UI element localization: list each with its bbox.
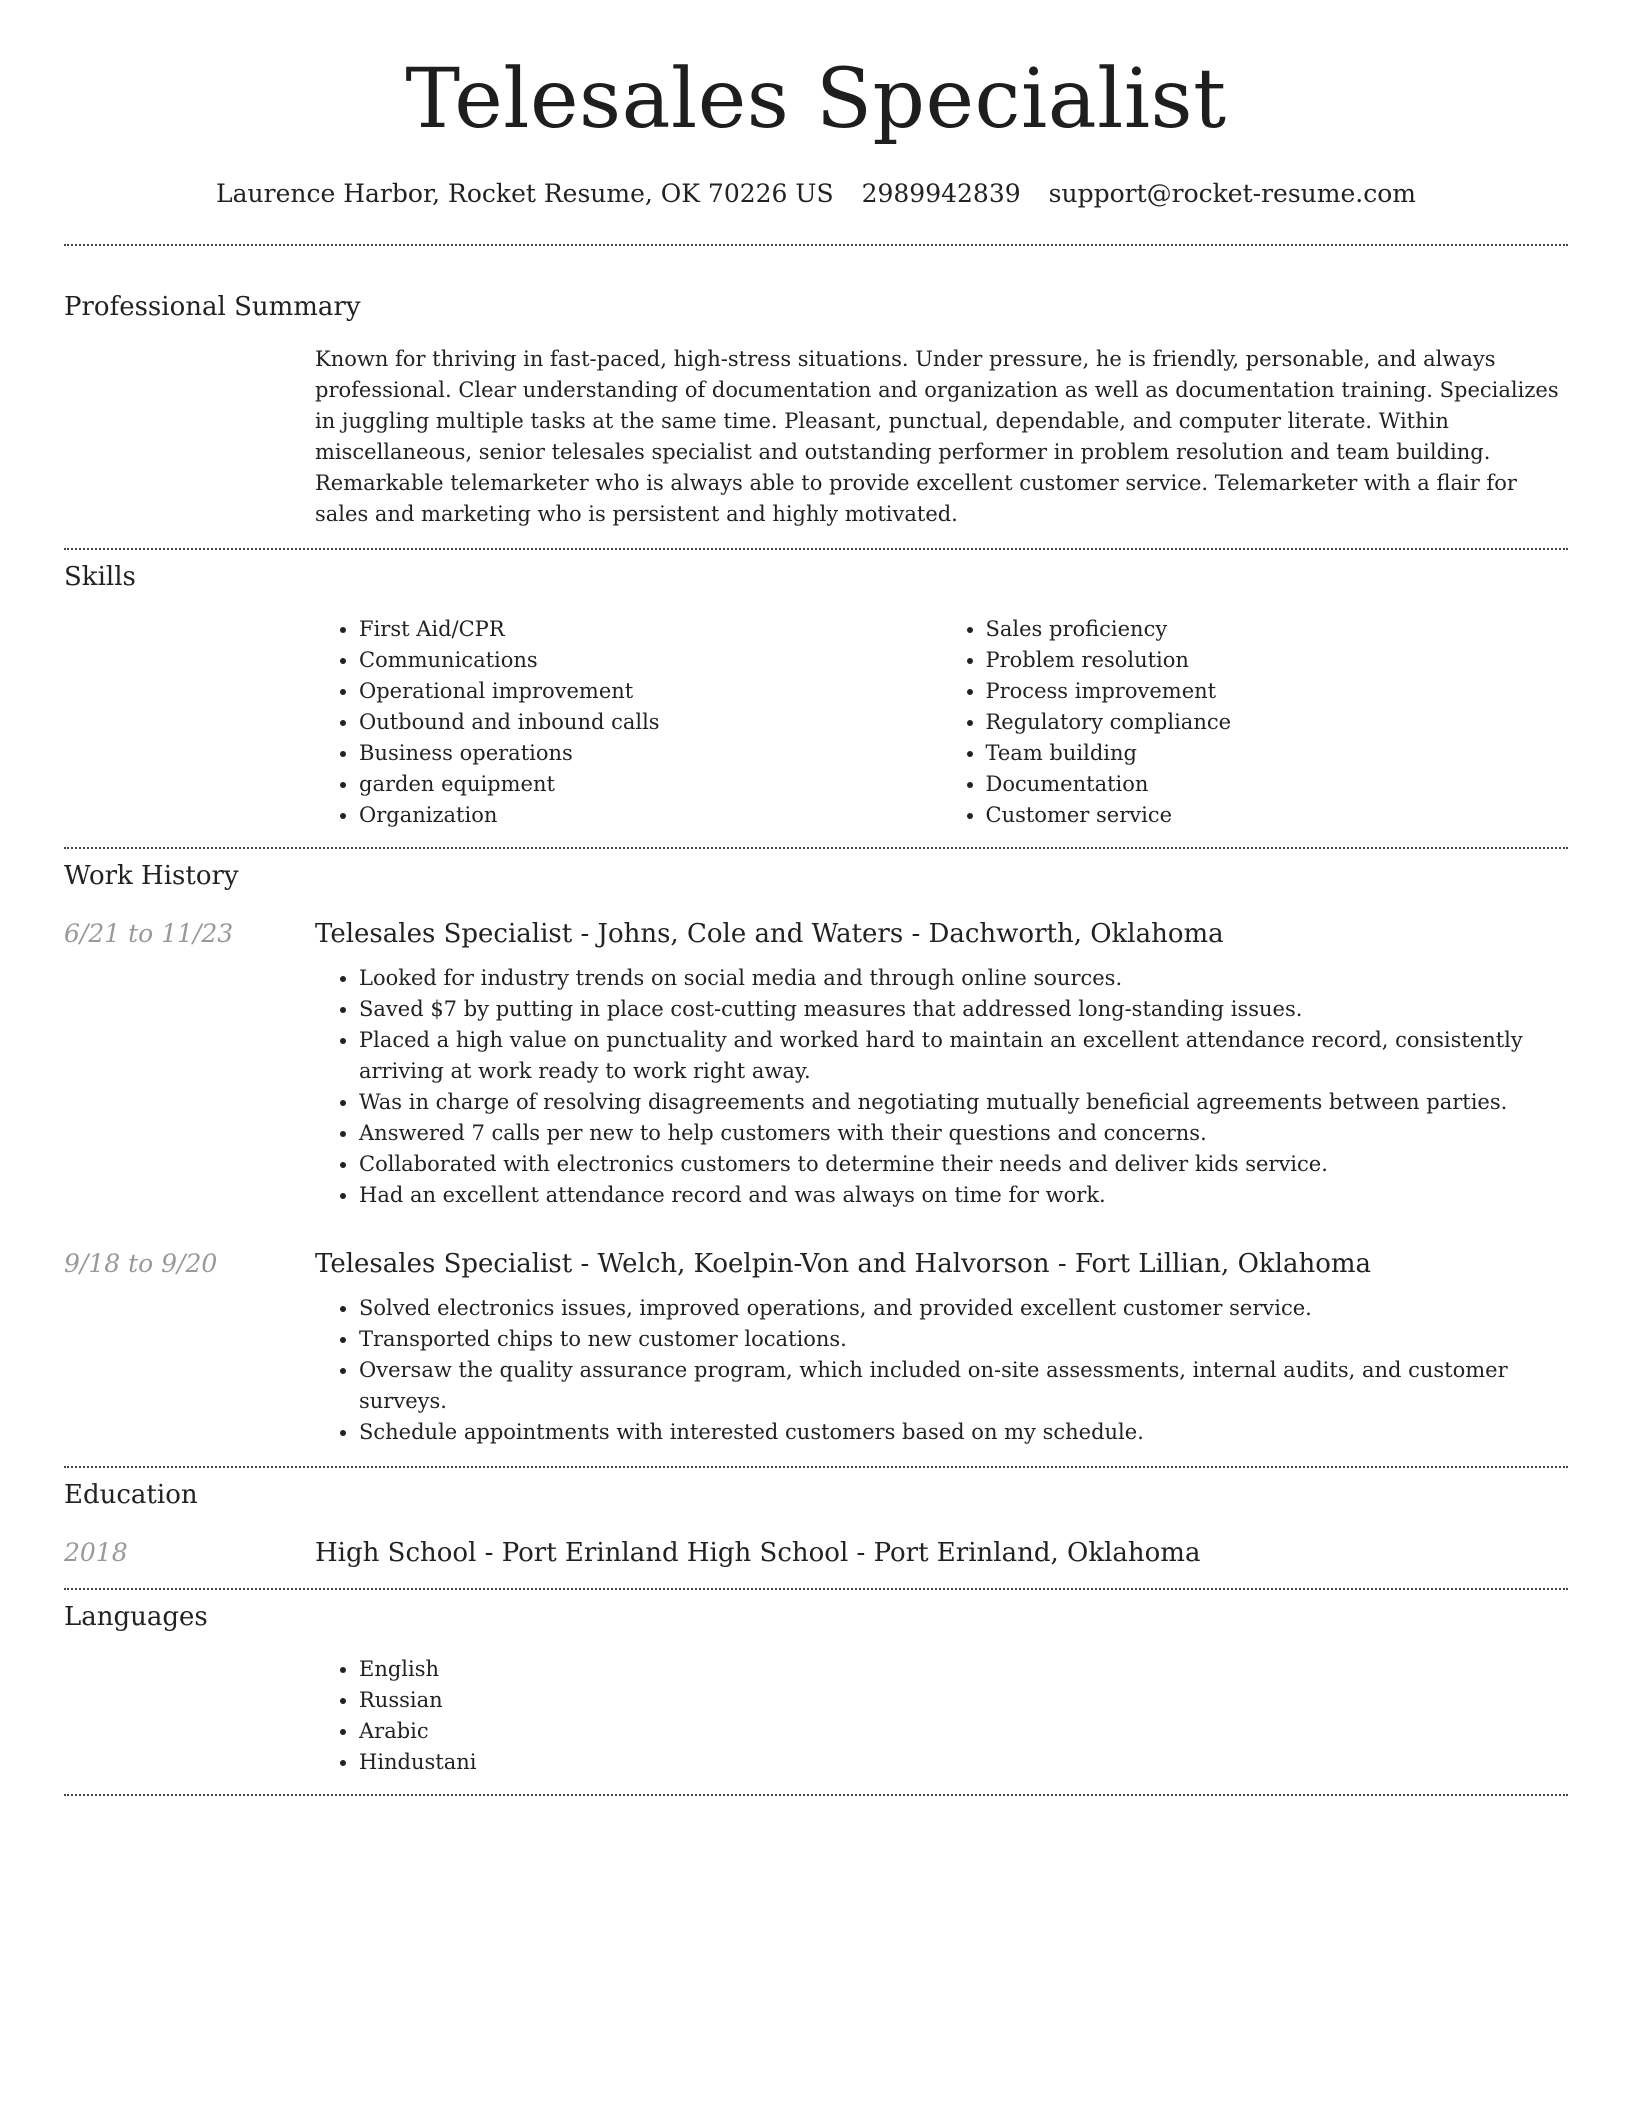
language-item: • Russian: [359, 1685, 1568, 1716]
skill-item: • Process improvement: [986, 676, 1569, 707]
job-bullet: • Saved $7 by putting in place cost-cutting measures that addressed long-standing issues.: [359, 994, 1568, 1025]
job-bullet: • Schedule appointments with interested customers based on my schedule.: [359, 1417, 1568, 1448]
contact-email: support@rocket-resume.com: [1048, 179, 1416, 208]
language-item: • Arabic: [359, 1716, 1568, 1747]
skills-grid: [315, 614, 1568, 831]
job-bullet: • Collaborated with electronics customers to determine their needs and deliver kids service.: [359, 1149, 1568, 1180]
skill-item: • Documentation: [986, 769, 1569, 800]
job-date: 9/18 to 9/20: [64, 1249, 218, 1278]
job-header: [64, 1247, 1568, 1281]
candidate-name: Telesales Specialist: [405, 52, 1227, 147]
language-item: • Hindustani: [359, 1747, 1568, 1778]
job-bullet: • Placed a high value on punctuality and worked hard to maintain an excellent attendance record, consistently arriving at work ready to work right away.: [359, 1025, 1568, 1087]
education-date: 2018: [64, 1538, 128, 1567]
divider: [64, 1794, 1568, 1796]
work-history-section: [64, 849, 1568, 1466]
job-details: [315, 1293, 1568, 1448]
section-title-work: Work History: [64, 861, 239, 891]
job-bullet: • Was in charge of resolving disagreements and negotiating mutually beneficial agreements between parties.: [359, 1087, 1568, 1118]
education-entry: [64, 1536, 1568, 1570]
job-entry: [64, 917, 1568, 1211]
skills-list-right: [942, 614, 1569, 831]
job-bullets: [315, 1293, 1568, 1448]
skill-item: • garden equipment: [359, 769, 942, 800]
skill-item: • Outbound and inbound calls: [359, 707, 942, 738]
contact-line: [64, 178, 1568, 210]
section-title-skills: Skills: [64, 562, 136, 592]
education-title: High School - Port Erinland High School - Port Erinland, Oklahoma: [315, 1538, 1201, 1568]
job-bullet: • Had an excellent attendance record and was always on time for work.: [359, 1180, 1568, 1211]
job-details: [315, 963, 1568, 1211]
job-bullet: • Answered 7 calls per new to help customers with their questions and concerns.: [359, 1118, 1568, 1149]
section-title-languages: Languages: [64, 1602, 208, 1632]
skill-item: • First Aid/CPR: [359, 614, 942, 645]
skill-item: • Customer service: [986, 800, 1569, 831]
skill-item: • Organization: [359, 800, 942, 831]
job-bullet: • Transported chips to new customer locations.: [359, 1324, 1568, 1355]
contact-phone: 2989942839: [861, 179, 1021, 208]
job-bullet: • Looked for industry trends on social media and through online sources.: [359, 963, 1568, 994]
summary-section: [64, 246, 1568, 548]
skill-item: • Sales proficiency: [986, 614, 1569, 645]
section-title-education: Education: [64, 1480, 198, 1510]
job-title: Telesales Specialist - Johns, Cole and Waters - Dachworth, Oklahoma: [315, 919, 1224, 949]
job-bullets: [315, 963, 1568, 1211]
languages-section: [64, 1590, 1568, 1794]
job-date: 6/21 to 11/23: [64, 919, 234, 948]
skill-item: • Operational improvement: [359, 676, 942, 707]
job-title: Telesales Specialist - Welch, Koelpin-Von and Halvorson - Fort Lillian, Oklahoma: [315, 1249, 1372, 1279]
contact-address: Laurence Harbor, Rocket Resume, OK 70226 US: [216, 179, 834, 208]
summary-text: Known for thriving in fast-paced, high-stress situations. Under pressure, he is friendly, personable, and always professional. Clear understanding of documentation and organization as well as documentation training. Specializes in juggling multiple tasks at the same time. Pleasant, punctual, dependable, and computer literate. Within miscellaneous, senior telesales specialist and outstanding performer in problem resolution and team building. Remarkable telemarketer who is always able to provide excellent customer service. Telemarketer with a flair for sales and marketing who is persistent and highly motivated.: [315, 347, 1559, 526]
language-item: • English: [359, 1654, 1568, 1685]
skills-section: [64, 550, 1568, 847]
education-section: [64, 1468, 1568, 1588]
skill-item: • Regulatory compliance: [986, 707, 1569, 738]
skill-item: • Problem resolution: [986, 645, 1569, 676]
job-bullet: • Oversaw the quality assurance program, which included on-site assessments, internal audits, and customer surveys.: [359, 1355, 1568, 1417]
job-header: [64, 917, 1568, 951]
skill-item: • Team building: [986, 738, 1569, 769]
job-bullet: • Solved electronics issues, improved operations, and provided excellent customer service.: [359, 1293, 1568, 1324]
summary-content: [315, 344, 1568, 530]
section-title-summary: Professional Summary: [64, 292, 361, 322]
resume-header: [64, 0, 1568, 210]
job-entry: [64, 1247, 1568, 1448]
skills-list-left: [315, 614, 942, 831]
languages-content: [315, 1654, 1568, 1778]
skill-item: • Communications: [359, 645, 942, 676]
skill-item: • Business operations: [359, 738, 942, 769]
languages-list: [315, 1654, 1568, 1778]
